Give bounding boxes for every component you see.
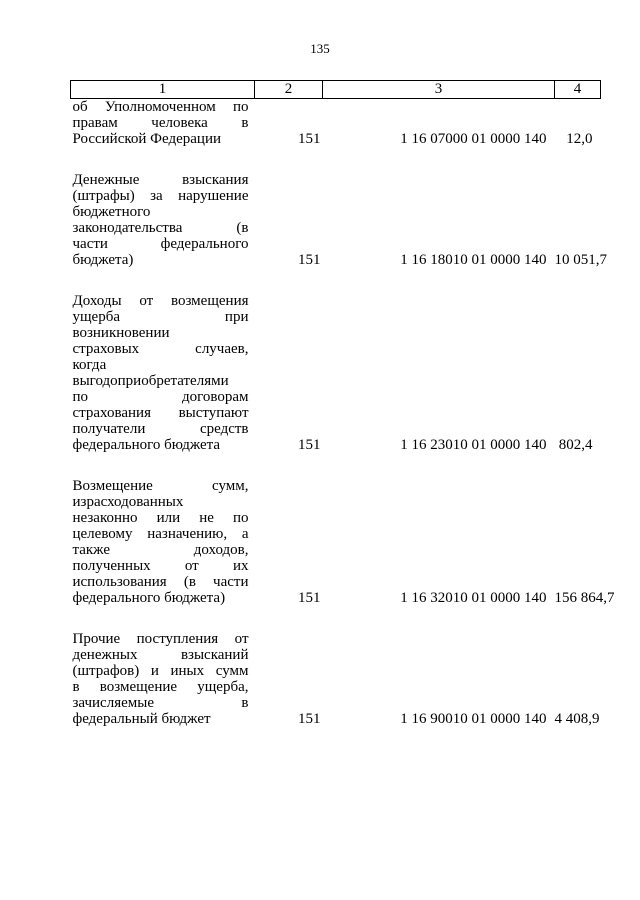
revenue-name-line: правам человека в [72, 115, 249, 131]
column-header-1: 1 [71, 81, 255, 99]
revenue-name-line: полученных от их [72, 558, 249, 574]
row-spacer [71, 453, 601, 478]
revenue-name-line: возникновении [72, 325, 170, 341]
budget-classification-code-cell: 1 16 18010 01 0000 140 [400, 252, 547, 268]
revenue-name-line: зачисляемые в [72, 695, 249, 711]
revenue-name-line: бюджета) [72, 252, 134, 268]
row-spacer [71, 268, 601, 293]
amount-cell: 12,0 [566, 131, 593, 147]
budget-classification-code-cell: 1 16 90010 01 0000 140 [400, 711, 547, 727]
revenue-name-line: по договорам [72, 389, 249, 405]
revenue-name-line: страхования выступают [72, 405, 249, 421]
revenue-name-line: Денежные взыскания [72, 172, 249, 188]
revenue-name-line: Доходы от возмещения [72, 293, 249, 309]
revenue-name-line: также доходов, [72, 542, 249, 558]
row-spacer [71, 606, 601, 631]
revenue-name-line: (штрафов) и иных сумм [72, 663, 249, 679]
revenue-name-line: когда [72, 357, 107, 373]
revenue-name-line: израсходованных [72, 494, 184, 510]
budget-classification-code-cell: 1 16 32010 01 0000 140 [400, 590, 547, 606]
table-header [71, 81, 601, 99]
amount-cell: 4 408,9 [554, 711, 600, 727]
table-row [71, 293, 601, 453]
table-body [71, 99, 615, 728]
revenue-name-cell [71, 293, 255, 453]
revenue-name-line: законодательства (в [72, 220, 249, 236]
table-row [71, 478, 601, 606]
budget-classification-code-cell: 1 16 07000 01 0000 140 [400, 131, 547, 147]
revenue-name-line: бюджетного [72, 204, 151, 220]
table-row [71, 172, 601, 268]
administrator-code-cell: 151 [298, 252, 321, 268]
administrator-code-cell: 151 [298, 131, 321, 147]
column-header-4: 4 [555, 81, 601, 99]
revenue-name-line: Российской Федерации [72, 131, 222, 147]
revenue-name-line: федеральный бюджет [72, 711, 211, 727]
administrator-code-cell: 151 [298, 711, 321, 727]
table-row [71, 99, 601, 148]
budget-classification-code-cell: 1 16 23010 01 0000 140 [400, 437, 547, 453]
table-row [71, 631, 601, 727]
revenue-name-cell [71, 99, 255, 148]
revenue-name-line: федерального бюджета [72, 437, 221, 453]
revenue-name-line: федерального бюджета) [72, 590, 226, 606]
revenue-name-cell [71, 172, 255, 268]
revenue-name-line: (штрафы) за нарушение [72, 188, 249, 204]
administrator-code-cell: 151 [298, 437, 321, 453]
row-spacer [71, 147, 601, 172]
revenue-name-line: части федерального [72, 236, 249, 252]
column-header-3: 3 [323, 81, 555, 99]
amount-cell: 156 864,7 [554, 590, 615, 606]
amount-cell: 10 051,7 [554, 252, 607, 268]
amount-cell: 802,4 [558, 437, 593, 453]
revenue-name-line: в возмещение ущерба, [72, 679, 249, 695]
revenue-name-line: получатели средств [72, 421, 249, 437]
revenue-name-line: использования (в части [72, 574, 249, 590]
revenue-name-line: об Уполномоченном по [72, 99, 249, 115]
revenue-name-line: Прочие поступления от [72, 631, 249, 647]
column-header-2: 2 [255, 81, 323, 99]
revenue-table [70, 80, 615, 727]
page-number: 135 [310, 41, 330, 56]
revenue-name-line: выгодоприобретателями [72, 373, 229, 389]
revenue-name-line: целевому назначению, а [72, 526, 249, 542]
revenue-name-line: ущерба при [72, 309, 249, 325]
revenue-name-cell [71, 478, 255, 606]
revenue-name-line: денежных взысканий [72, 647, 249, 663]
revenue-name-cell [71, 631, 255, 727]
administrator-code-cell: 151 [298, 590, 321, 606]
revenue-name-line: страховых случаев, [72, 341, 249, 357]
revenue-name-line: незаконно или не по [72, 510, 249, 526]
revenue-name-line: Возмещение сумм, [72, 478, 249, 494]
